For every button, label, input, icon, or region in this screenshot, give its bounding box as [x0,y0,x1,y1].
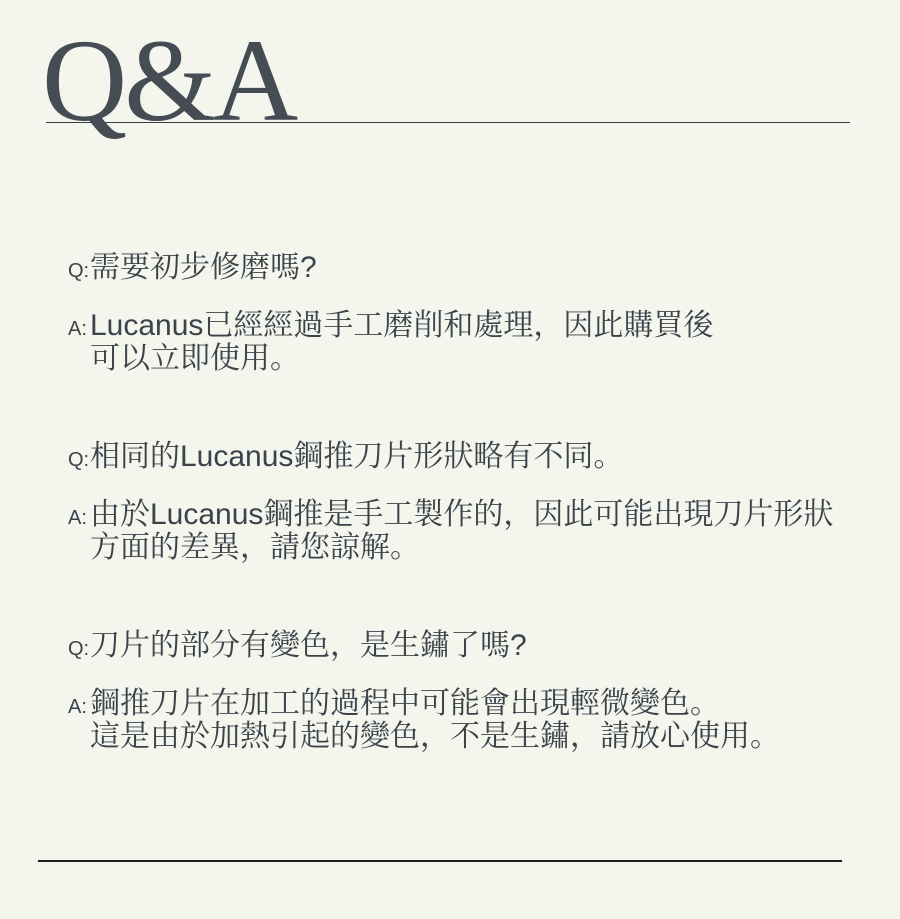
answer-row [68,687,868,753]
question-prefix-label: Q: [68,260,90,282]
section-title: Q&A [42,15,296,146]
answer-prefix-label: A: [68,318,87,340]
answer-line: 可以立即使用。 [90,342,300,375]
answer-line: Lucanus已經經過手工磨削和處理，因此購買後 [90,309,714,342]
question-row [68,251,868,288]
answer-text [90,687,868,753]
faq-list [68,251,868,753]
question-prefix-label: Q: [68,638,90,660]
answer-prefix-label: A: [68,507,87,529]
question-row [68,440,868,477]
faq-item-2 [68,440,868,564]
answer-line: 鋼推刀片在加工的過程中可能會出現輕微變色。 [90,687,720,720]
answer-text [90,498,868,564]
faq-item-3 [68,629,868,753]
question-line: 刀片的部分有變色，是生鏽了嗎? [90,629,527,662]
answer-prefix-label: A: [68,696,87,718]
answer-line: 方面的差異，請您諒解。 [90,531,420,564]
question-line: 需要初步修磨嗎? [90,251,317,284]
question-row [68,629,868,666]
answer-text [90,309,868,375]
question-line: 相同的Lucanus鋼推刀片形狀略有不同。 [90,440,624,473]
question-text [90,251,868,284]
question-text [90,440,868,473]
answer-row [68,498,868,564]
question-prefix-label: Q: [68,449,90,471]
faq-item-1 [68,251,868,375]
question-text [90,629,868,662]
bottom-divider [38,860,842,862]
answer-row [68,309,868,375]
answer-line: 這是由於加熱引起的變色，不是生鏽，請放心使用。 [90,720,780,753]
answer-line: 由於Lucanus鋼推是手工製作的，因此可能出現刀片形狀 [90,498,834,531]
